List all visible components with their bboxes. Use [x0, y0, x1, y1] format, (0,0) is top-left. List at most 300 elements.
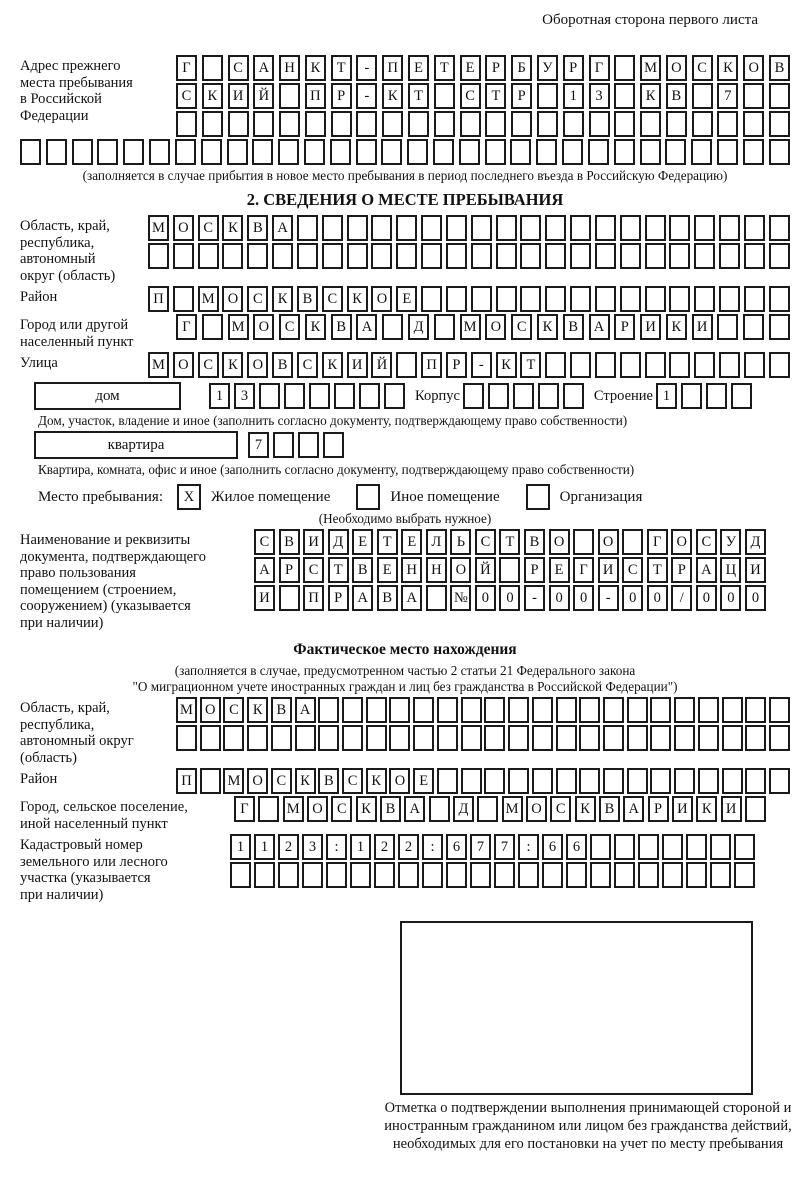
char-box[interactable] — [563, 111, 584, 137]
char-box[interactable] — [382, 314, 403, 340]
char-box[interactable] — [254, 862, 275, 888]
char-box[interactable] — [719, 215, 740, 241]
char-box[interactable] — [710, 862, 731, 888]
char-box[interactable] — [382, 111, 403, 137]
char-box[interactable] — [366, 725, 387, 751]
char-box[interactable] — [669, 352, 690, 378]
char-box[interactable] — [744, 286, 765, 312]
char-box[interactable]: 0 — [499, 585, 520, 611]
char-box[interactable]: В — [279, 529, 300, 555]
char-box[interactable] — [408, 111, 429, 137]
char-box[interactable] — [413, 697, 434, 723]
char-box[interactable] — [396, 352, 417, 378]
char-box[interactable]: - — [471, 352, 492, 378]
char-box[interactable] — [579, 768, 600, 794]
char-box[interactable] — [717, 314, 738, 340]
char-box[interactable] — [460, 111, 481, 137]
char-box[interactable] — [484, 725, 505, 751]
char-box[interactable] — [645, 215, 666, 241]
char-box[interactable] — [437, 725, 458, 751]
char-box[interactable] — [743, 83, 764, 109]
char-box[interactable]: С — [550, 796, 571, 822]
char-box[interactable]: Д — [408, 314, 429, 340]
char-box[interactable] — [665, 139, 686, 165]
char-box[interactable] — [334, 383, 355, 409]
char-box[interactable] — [371, 243, 392, 269]
char-box[interactable] — [347, 215, 368, 241]
char-box[interactable]: Р — [563, 55, 584, 81]
char-box[interactable]: X — [177, 484, 201, 510]
char-box[interactable]: К — [640, 83, 661, 109]
char-box[interactable]: 1 — [656, 383, 677, 409]
char-box[interactable] — [603, 697, 624, 723]
char-box[interactable] — [614, 834, 635, 860]
char-box[interactable]: В — [769, 55, 790, 81]
char-box[interactable] — [123, 139, 144, 165]
char-box[interactable] — [650, 725, 671, 751]
char-box[interactable]: И — [228, 83, 249, 109]
char-box[interactable] — [297, 243, 318, 269]
char-box[interactable]: А — [356, 314, 377, 340]
char-box[interactable]: С — [342, 768, 363, 794]
char-box[interactable] — [200, 725, 221, 751]
char-box[interactable] — [510, 139, 531, 165]
char-box[interactable]: - — [598, 585, 619, 611]
char-box[interactable] — [477, 796, 498, 822]
char-box[interactable]: Г — [573, 557, 594, 583]
char-box[interactable] — [698, 697, 719, 723]
char-box[interactable] — [589, 111, 610, 137]
char-box[interactable] — [536, 139, 557, 165]
char-box[interactable]: А — [696, 557, 717, 583]
char-box[interactable]: О — [222, 286, 243, 312]
char-box[interactable] — [202, 55, 223, 81]
char-box[interactable] — [662, 834, 683, 860]
char-box[interactable]: Г — [647, 529, 668, 555]
char-box[interactable] — [542, 862, 563, 888]
char-box[interactable]: О — [200, 697, 221, 723]
char-box[interactable] — [590, 834, 611, 860]
char-box[interactable]: Е — [352, 529, 373, 555]
char-box[interactable] — [396, 243, 417, 269]
char-box[interactable] — [499, 557, 520, 583]
char-box[interactable]: 2 — [278, 834, 299, 860]
char-box[interactable] — [603, 768, 624, 794]
char-box[interactable]: Е — [401, 529, 422, 555]
char-box[interactable]: М — [283, 796, 304, 822]
char-box[interactable]: О — [598, 529, 619, 555]
char-box[interactable]: К — [247, 697, 268, 723]
char-box[interactable] — [384, 383, 405, 409]
char-box[interactable] — [537, 83, 558, 109]
char-box[interactable]: И — [721, 796, 742, 822]
char-box[interactable]: К — [575, 796, 596, 822]
char-box[interactable] — [176, 111, 197, 137]
char-box[interactable] — [566, 862, 587, 888]
char-box[interactable] — [698, 725, 719, 751]
char-box[interactable]: Р — [524, 557, 545, 583]
char-box[interactable]: Р — [511, 83, 532, 109]
char-box[interactable] — [745, 697, 766, 723]
char-box[interactable] — [622, 529, 643, 555]
char-box[interactable] — [437, 768, 458, 794]
char-box[interactable]: - — [356, 55, 377, 81]
char-box[interactable]: - — [524, 585, 545, 611]
char-box[interactable]: В — [297, 286, 318, 312]
char-box[interactable]: 0 — [622, 585, 643, 611]
char-box[interactable]: М — [460, 314, 481, 340]
char-box[interactable]: К — [322, 352, 343, 378]
char-box[interactable]: В — [524, 529, 545, 555]
char-box[interactable]: К — [666, 314, 687, 340]
char-box[interactable] — [579, 725, 600, 751]
char-box[interactable] — [620, 352, 641, 378]
char-box[interactable] — [326, 862, 347, 888]
char-box[interactable] — [614, 111, 635, 137]
char-box[interactable]: С — [692, 55, 713, 81]
char-box[interactable]: / — [671, 585, 692, 611]
char-box[interactable] — [532, 697, 553, 723]
char-box[interactable]: А — [352, 585, 373, 611]
char-box[interactable]: И — [672, 796, 693, 822]
char-box[interactable] — [769, 111, 790, 137]
char-box[interactable] — [545, 286, 566, 312]
char-box[interactable] — [201, 139, 222, 165]
char-box[interactable]: В — [666, 83, 687, 109]
char-box[interactable] — [485, 139, 506, 165]
char-box[interactable]: К — [347, 286, 368, 312]
char-box[interactable]: С — [511, 314, 532, 340]
char-box[interactable] — [389, 725, 410, 751]
char-box[interactable]: О — [743, 55, 764, 81]
char-box[interactable]: М — [223, 768, 244, 794]
char-box[interactable] — [496, 243, 517, 269]
char-box[interactable]: А — [254, 557, 275, 583]
char-box[interactable] — [556, 768, 577, 794]
char-box[interactable] — [222, 243, 243, 269]
char-box[interactable]: Т — [647, 557, 668, 583]
char-box[interactable] — [421, 286, 442, 312]
char-box[interactable] — [545, 352, 566, 378]
char-box[interactable]: С — [223, 697, 244, 723]
char-box[interactable]: И — [598, 557, 619, 583]
char-box[interactable]: О — [485, 314, 506, 340]
char-box[interactable] — [645, 352, 666, 378]
char-box[interactable]: М — [148, 352, 169, 378]
char-box[interactable] — [694, 215, 715, 241]
char-box[interactable] — [590, 862, 611, 888]
char-box[interactable]: Т — [377, 529, 398, 555]
char-box[interactable] — [422, 862, 443, 888]
char-box[interactable]: С — [322, 286, 343, 312]
char-box[interactable] — [304, 139, 325, 165]
char-box[interactable] — [485, 111, 506, 137]
char-box[interactable] — [722, 768, 743, 794]
char-box[interactable] — [356, 139, 377, 165]
char-box[interactable]: К — [496, 352, 517, 378]
char-box[interactable] — [426, 585, 447, 611]
char-box[interactable] — [692, 83, 713, 109]
char-box[interactable]: О — [666, 55, 687, 81]
char-box[interactable]: К — [537, 314, 558, 340]
char-box[interactable] — [669, 243, 690, 269]
char-box[interactable] — [421, 243, 442, 269]
char-box[interactable] — [279, 111, 300, 137]
char-box[interactable]: : — [326, 834, 347, 860]
char-box[interactable] — [638, 862, 659, 888]
char-box[interactable] — [692, 111, 713, 137]
char-box[interactable] — [309, 383, 330, 409]
char-box[interactable] — [305, 111, 326, 137]
char-box[interactable] — [202, 314, 223, 340]
char-box[interactable] — [769, 314, 790, 340]
char-box[interactable]: 6 — [542, 834, 563, 860]
char-box[interactable] — [769, 243, 790, 269]
char-box[interactable]: 7 — [470, 834, 491, 860]
char-box[interactable] — [595, 352, 616, 378]
char-box[interactable]: Д — [453, 796, 474, 822]
char-box[interactable] — [640, 139, 661, 165]
char-box[interactable]: 1 — [350, 834, 371, 860]
char-box[interactable]: 0 — [696, 585, 717, 611]
char-box[interactable]: Р — [614, 314, 635, 340]
char-box[interactable] — [202, 111, 223, 137]
char-box[interactable] — [173, 286, 194, 312]
char-box[interactable] — [272, 243, 293, 269]
char-box[interactable]: Е — [377, 557, 398, 583]
char-box[interactable]: : — [518, 834, 539, 860]
char-box[interactable]: М — [640, 55, 661, 81]
char-box[interactable]: Ь — [450, 529, 471, 555]
char-box[interactable]: О — [173, 352, 194, 378]
char-box[interactable] — [461, 725, 482, 751]
char-box[interactable] — [640, 111, 661, 137]
char-box[interactable]: Й — [371, 352, 392, 378]
char-box[interactable] — [731, 383, 752, 409]
char-box[interactable]: Т — [408, 83, 429, 109]
char-box[interactable] — [691, 139, 712, 165]
char-box[interactable]: В — [563, 314, 584, 340]
char-box[interactable]: И — [347, 352, 368, 378]
char-box[interactable] — [614, 139, 635, 165]
char-box[interactable] — [295, 725, 316, 751]
char-box[interactable] — [371, 215, 392, 241]
char-box[interactable]: Г — [234, 796, 255, 822]
char-box[interactable]: К — [202, 83, 223, 109]
char-box[interactable]: С — [460, 83, 481, 109]
char-box[interactable]: В — [380, 796, 401, 822]
char-box[interactable]: О — [247, 768, 268, 794]
char-box[interactable] — [694, 286, 715, 312]
char-box[interactable]: П — [305, 83, 326, 109]
char-box[interactable] — [271, 725, 292, 751]
char-box[interactable]: В — [352, 557, 373, 583]
char-box[interactable]: К — [222, 352, 243, 378]
char-box[interactable] — [494, 862, 515, 888]
char-box[interactable]: А — [295, 697, 316, 723]
char-box[interactable]: П — [421, 352, 442, 378]
char-box[interactable] — [508, 697, 529, 723]
char-box[interactable] — [588, 139, 609, 165]
char-box[interactable]: М — [228, 314, 249, 340]
char-box[interactable] — [461, 697, 482, 723]
char-box[interactable] — [459, 139, 480, 165]
char-box[interactable] — [669, 215, 690, 241]
char-box[interactable] — [638, 834, 659, 860]
char-box[interactable]: В — [271, 697, 292, 723]
char-box[interactable]: О — [307, 796, 328, 822]
char-box[interactable] — [513, 383, 534, 409]
char-box[interactable] — [744, 243, 765, 269]
char-box[interactable]: 7 — [494, 834, 515, 860]
char-box[interactable]: С — [176, 83, 197, 109]
char-box[interactable]: У — [720, 529, 741, 555]
char-box[interactable] — [620, 286, 641, 312]
char-box[interactable]: У — [537, 55, 558, 81]
char-box[interactable] — [579, 697, 600, 723]
char-box[interactable]: К — [696, 796, 717, 822]
char-box[interactable] — [149, 139, 170, 165]
char-box[interactable] — [595, 286, 616, 312]
char-box[interactable] — [331, 111, 352, 137]
char-box[interactable]: С — [198, 215, 219, 241]
char-box[interactable] — [350, 862, 371, 888]
char-box[interactable]: И — [692, 314, 713, 340]
char-box[interactable]: В — [247, 215, 268, 241]
char-box[interactable] — [318, 697, 339, 723]
char-box[interactable] — [745, 768, 766, 794]
char-box[interactable] — [769, 352, 790, 378]
char-box[interactable] — [570, 352, 591, 378]
char-box[interactable] — [434, 111, 455, 137]
char-box[interactable]: : — [422, 834, 443, 860]
char-box[interactable]: 2 — [374, 834, 395, 860]
char-box[interactable] — [302, 862, 323, 888]
char-box[interactable]: Г — [176, 55, 197, 81]
char-box[interactable]: 0 — [720, 585, 741, 611]
char-box[interactable] — [719, 352, 740, 378]
char-box[interactable]: П — [303, 585, 324, 611]
char-box[interactable] — [694, 243, 715, 269]
char-box[interactable] — [769, 697, 790, 723]
char-box[interactable] — [614, 83, 635, 109]
char-box[interactable] — [230, 862, 251, 888]
char-box[interactable]: К — [305, 55, 326, 81]
char-box[interactable]: М — [148, 215, 169, 241]
char-box[interactable] — [322, 243, 343, 269]
char-box[interactable]: П — [176, 768, 197, 794]
char-box[interactable] — [674, 725, 695, 751]
char-box[interactable] — [562, 139, 583, 165]
char-box[interactable] — [694, 352, 715, 378]
char-box[interactable]: 7 — [717, 83, 738, 109]
char-box[interactable] — [278, 139, 299, 165]
char-box[interactable] — [413, 725, 434, 751]
char-box[interactable] — [769, 83, 790, 109]
char-box[interactable]: 0 — [549, 585, 570, 611]
char-box[interactable]: Г — [176, 314, 197, 340]
char-box[interactable]: И — [640, 314, 661, 340]
char-box[interactable] — [745, 725, 766, 751]
char-box[interactable]: С — [297, 352, 318, 378]
char-box[interactable] — [620, 243, 641, 269]
char-box[interactable]: А — [589, 314, 610, 340]
char-box[interactable]: 2 — [398, 834, 419, 860]
char-box[interactable] — [620, 215, 641, 241]
char-box[interactable] — [366, 697, 387, 723]
char-box[interactable]: Е — [549, 557, 570, 583]
char-box[interactable]: Т — [331, 55, 352, 81]
char-box[interactable]: С — [228, 55, 249, 81]
char-box[interactable] — [446, 215, 467, 241]
char-box[interactable] — [461, 768, 482, 794]
char-box[interactable]: В — [331, 314, 352, 340]
char-box[interactable]: 3 — [589, 83, 610, 109]
char-box[interactable]: Р — [279, 557, 300, 583]
char-box[interactable] — [595, 243, 616, 269]
char-box[interactable]: К — [366, 768, 387, 794]
char-box[interactable] — [570, 286, 591, 312]
char-box[interactable]: М — [176, 697, 197, 723]
char-box[interactable] — [698, 768, 719, 794]
char-box[interactable]: Й — [253, 83, 274, 109]
char-box[interactable] — [20, 139, 41, 165]
char-box[interactable] — [769, 139, 790, 165]
char-box[interactable] — [356, 484, 380, 510]
apartment-type-box[interactable]: квартира — [34, 431, 238, 459]
char-box[interactable] — [545, 243, 566, 269]
char-box[interactable] — [722, 697, 743, 723]
char-box[interactable] — [484, 768, 505, 794]
char-box[interactable] — [674, 768, 695, 794]
char-box[interactable] — [614, 55, 635, 81]
char-box[interactable] — [769, 286, 790, 312]
house-type-box[interactable]: дом — [34, 382, 181, 410]
char-box[interactable]: 3 — [302, 834, 323, 860]
char-box[interactable] — [669, 286, 690, 312]
char-box[interactable] — [744, 352, 765, 378]
char-box[interactable]: Н — [279, 55, 300, 81]
char-box[interactable] — [347, 243, 368, 269]
char-box[interactable]: Р — [671, 557, 692, 583]
char-box[interactable]: Г — [589, 55, 610, 81]
char-box[interactable] — [470, 862, 491, 888]
char-box[interactable] — [538, 383, 559, 409]
char-box[interactable]: 1 — [254, 834, 275, 860]
char-box[interactable] — [614, 862, 635, 888]
char-box[interactable] — [666, 111, 687, 137]
char-box[interactable] — [563, 383, 584, 409]
char-box[interactable]: Л — [426, 529, 447, 555]
char-box[interactable]: Р — [328, 585, 349, 611]
char-box[interactable]: В — [318, 768, 339, 794]
char-box[interactable] — [433, 139, 454, 165]
char-box[interactable] — [175, 139, 196, 165]
char-box[interactable]: № — [450, 585, 471, 611]
char-box[interactable] — [253, 111, 274, 137]
char-box[interactable]: О — [247, 352, 268, 378]
char-box[interactable] — [627, 725, 648, 751]
char-box[interactable] — [734, 834, 755, 860]
char-box[interactable]: К — [356, 796, 377, 822]
char-box[interactable] — [279, 83, 300, 109]
char-box[interactable]: К — [717, 55, 738, 81]
char-box[interactable] — [318, 725, 339, 751]
char-box[interactable] — [743, 111, 764, 137]
char-box[interactable]: С — [198, 352, 219, 378]
char-box[interactable] — [556, 725, 577, 751]
char-box[interactable]: О — [253, 314, 274, 340]
